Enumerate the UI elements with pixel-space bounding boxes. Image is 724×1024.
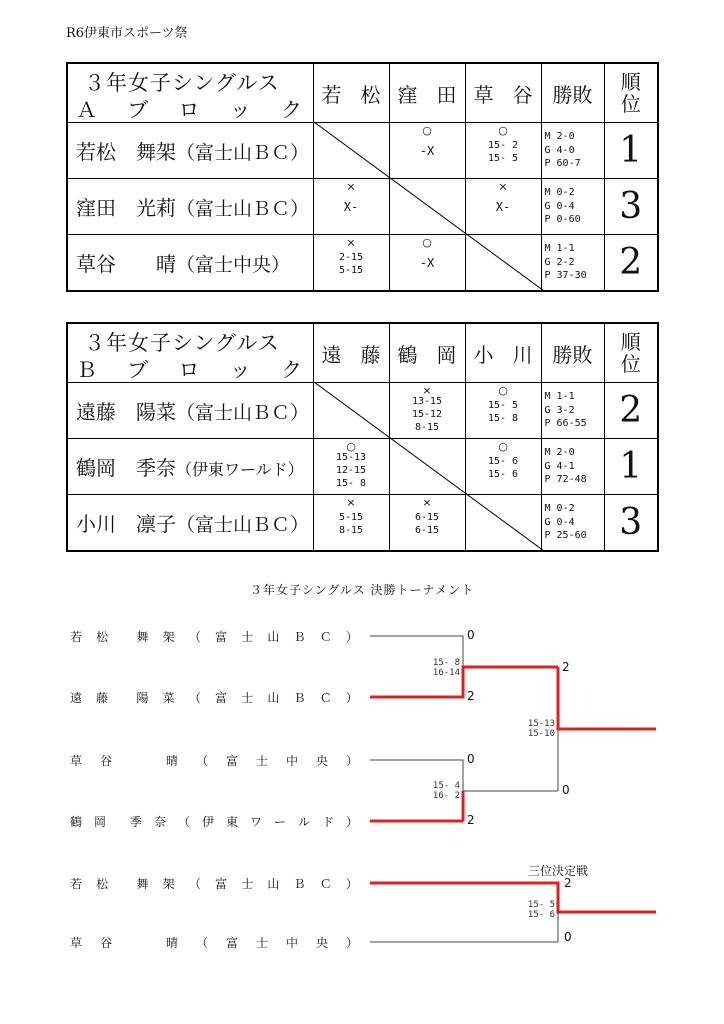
entry-char: Ｃ — [319, 630, 332, 644]
entry-char: 富 — [225, 936, 238, 950]
entry-char: ） — [345, 691, 358, 705]
game-score: 13-15 — [411, 396, 443, 407]
entry-char: ） — [345, 936, 358, 950]
entry-char: Ｂ — [293, 630, 306, 644]
game-score: 15- 2 — [487, 140, 519, 151]
m1-top-score: 0 — [467, 628, 475, 642]
block-title-char: ブ — [127, 358, 149, 382]
third-top-score: 2 — [564, 876, 572, 890]
win-loss-line: M 1-1 — [544, 243, 575, 255]
entry-char: ） — [345, 754, 358, 768]
entry-char: 季 — [129, 815, 142, 829]
win-loss-line: M 0-2 — [544, 503, 575, 515]
entry-char: ド — [321, 815, 334, 829]
game-score: 6-15 — [414, 512, 440, 523]
entry-char: 架 — [162, 630, 175, 644]
entry-char: 富 — [225, 754, 238, 768]
loss-mark: × — [346, 496, 356, 509]
block-title-char: ロ — [178, 98, 200, 122]
rank-header-char: 位 — [620, 92, 641, 116]
block-title-line1: ３年女子シングルス — [84, 331, 280, 355]
player-name: 遠藤 陽菜 — [76, 400, 176, 424]
player-name: 草谷 晴 — [76, 252, 176, 276]
tournament-title: ３年女子シングルス 決勝トーナメント — [249, 583, 475, 597]
entry-char: 舞 — [136, 630, 149, 644]
entry-char: 谷 — [100, 936, 113, 950]
loss-mark: × — [498, 180, 508, 193]
rank-value: 1 — [604, 439, 658, 495]
win-loss-line: P 0-60 — [544, 214, 581, 226]
game-score: 15- 5 — [487, 400, 519, 411]
entry-char: Ｂ — [293, 877, 306, 891]
third-game-scores — [519, 900, 555, 920]
opponent-char: 鶴 — [397, 342, 418, 367]
entry-char: Ｂ — [293, 691, 306, 705]
entry-char: 鶴 — [70, 815, 83, 829]
player-club: （富士山ＢＣ） — [176, 402, 310, 424]
game-score: 8-15 — [414, 422, 440, 433]
opponent-char: 岡 — [436, 342, 457, 367]
rank-header-char: 位 — [620, 352, 641, 376]
opponent-char: 谷 — [512, 82, 533, 107]
entry-char: 山 — [267, 877, 280, 891]
player-name: 若松 舞架 — [76, 140, 176, 164]
block-title-char: ク — [281, 358, 302, 382]
win-mark: ○ — [346, 440, 356, 453]
loss-mark: × — [422, 496, 432, 509]
entry-char: （ — [188, 877, 201, 891]
entry-char: 草 — [70, 936, 83, 950]
match-score-line: 15-13 — [527, 719, 555, 729]
entry-char: 草 — [70, 754, 83, 768]
entry-char: 士 — [241, 630, 254, 644]
player-name: 鶴岡 季奈 — [76, 456, 176, 480]
win-loss-line: M 1-1 — [544, 391, 575, 403]
entry-char: 晴 — [165, 936, 178, 950]
opponent-char: 窪 — [397, 82, 418, 107]
rank-value: 3 — [604, 495, 658, 552]
entry-char: 士 — [255, 754, 268, 768]
result-header-label: 勝敗 — [552, 342, 593, 367]
block-title-char: ブ — [127, 98, 149, 122]
entry-char: 富 — [215, 877, 228, 891]
match-score-line: 15- 6 — [527, 910, 555, 920]
player-name: 窪田 光莉 — [76, 196, 176, 220]
opponent-char: 藤 — [360, 342, 381, 367]
entry-char: 山 — [267, 630, 280, 644]
game-score: 6-15 — [414, 525, 440, 536]
game-score: 12-15 — [335, 465, 367, 476]
entry-char: 中 — [285, 936, 298, 950]
entry-char: Ｃ — [319, 877, 332, 891]
match-score-line: 16-14 — [432, 668, 460, 678]
final-game-scores — [519, 719, 555, 739]
win-loss-line: G 4-0 — [544, 144, 575, 156]
entry-char: （ — [195, 936, 208, 950]
block-title-char: ッ — [229, 98, 251, 122]
game-score: -X — [419, 256, 435, 270]
block-title-char: Ａ — [76, 98, 97, 122]
entry-char: 舞 — [136, 877, 149, 891]
win-mark: ○ — [422, 236, 432, 249]
rank-header-char: 順 — [620, 70, 641, 94]
winner-line — [558, 667, 656, 729]
rank-header-char: 順 — [620, 330, 641, 354]
entry-char: 士 — [241, 877, 254, 891]
win-mark: ○ — [498, 440, 508, 453]
win-loss-line: P 60-7 — [544, 158, 581, 170]
opponent-char: 若 — [321, 82, 342, 107]
entry-char: 松 — [96, 630, 109, 644]
entry-char: 央 — [315, 754, 328, 768]
entry-char: ー — [273, 815, 286, 829]
loss-mark: × — [422, 384, 432, 397]
game-score: 15- 8 — [487, 413, 519, 424]
opponent-char: 草 — [473, 82, 494, 107]
block-title-char: Ｂ — [76, 358, 97, 382]
diagonal-line — [314, 382, 544, 551]
opponent-char: 松 — [360, 82, 381, 107]
entry-char: 陽 — [136, 691, 149, 705]
match-score-line: 15- 5 — [527, 900, 555, 910]
entry-char: 若 — [70, 877, 83, 891]
player-club: （富士山ＢＣ） — [176, 198, 310, 220]
win-loss-line: P 72-48 — [544, 474, 587, 486]
third-bottom-score: 0 — [564, 930, 572, 944]
final-top-score: 2 — [562, 660, 570, 674]
entry-char: （ — [188, 630, 201, 644]
entry-char: 士 — [241, 691, 254, 705]
m1-game-scores — [424, 658, 460, 678]
entry-char: 中 — [285, 754, 298, 768]
winner-line — [370, 667, 558, 697]
block-title-char: ロ — [178, 358, 200, 382]
match-score-line: 15-10 — [527, 729, 555, 739]
m2-top-score: 0 — [467, 752, 475, 766]
m2-bottom-score: 2 — [467, 813, 475, 827]
game-score: 5-15 — [338, 265, 364, 276]
game-score: X- — [343, 200, 359, 214]
entry-char: ワ — [249, 815, 262, 829]
win-loss-line: G 0-4 — [544, 516, 575, 528]
game-score: 15- 5 — [487, 153, 519, 164]
entry-char: Ｃ — [319, 691, 332, 705]
win-loss-line: P 66-55 — [544, 418, 587, 430]
win-mark: ○ — [422, 124, 432, 137]
opponent-char: 田 — [436, 82, 457, 107]
game-score: 8-15 — [338, 525, 364, 536]
rank-value: 3 — [604, 179, 658, 235]
opponent-char: 小 — [473, 342, 494, 367]
rank-value: 2 — [604, 235, 658, 292]
win-loss-line: P 37-30 — [544, 270, 587, 282]
entry-char: 菜 — [162, 691, 175, 705]
entry-char: 央 — [315, 936, 328, 950]
diagonal-line — [314, 122, 544, 291]
opponent-char: 川 — [512, 342, 533, 367]
match-score-line: 16- 2 — [432, 791, 460, 801]
entry-char: ） — [345, 630, 358, 644]
winner-line — [370, 883, 656, 912]
win-loss-line: G 3-2 — [544, 404, 575, 416]
block-title-char: ッ — [229, 358, 251, 382]
opponent-char: 遠 — [321, 342, 342, 367]
event-title: R6伊東市スポーツ祭 — [66, 26, 188, 41]
player-name: 小川 凛子 — [76, 512, 176, 536]
entry-char: （ — [195, 754, 208, 768]
entry-char: 奈 — [153, 815, 166, 829]
win-loss-line: G 2-2 — [544, 256, 575, 268]
match-score-line: 15- 4 — [432, 781, 460, 791]
game-score: 2-15 — [338, 252, 364, 263]
win-loss-line: M 2-0 — [544, 131, 575, 143]
entry-char: ル — [297, 815, 310, 829]
block-title-char: ク — [281, 98, 302, 122]
player-club: （富士中央） — [176, 254, 291, 276]
game-score: 5-15 — [338, 512, 364, 523]
win-loss-line: P 25-60 — [544, 530, 587, 542]
game-score: 15- 8 — [335, 478, 367, 489]
entry-char: 岡 — [94, 815, 107, 829]
m2-game-scores — [424, 781, 460, 801]
win-loss-line: M 2-0 — [544, 447, 575, 459]
game-score: 15-12 — [411, 409, 443, 420]
player-club: （富士山ＢＣ） — [176, 514, 310, 536]
game-score: 15-13 — [335, 452, 367, 463]
player-club: （富士山ＢＣ） — [176, 142, 310, 164]
block-title-line1: ３年女子シングルス — [84, 71, 280, 95]
win-loss-line: M 0-2 — [544, 187, 575, 199]
final-bottom-score: 0 — [562, 783, 570, 797]
entry-char: 富 — [215, 691, 228, 705]
win-loss-line: G 0-4 — [544, 200, 575, 212]
entry-char: 松 — [96, 877, 109, 891]
entry-char: 伊 — [201, 815, 214, 829]
win-mark: ○ — [498, 124, 508, 137]
game-score: 15- 6 — [487, 456, 519, 467]
entry-char: 若 — [70, 630, 83, 644]
entry-char: 谷 — [100, 754, 113, 768]
game-score: 15- 6 — [487, 469, 519, 480]
entry-char: 藤 — [96, 691, 109, 705]
m1-bottom-score: 2 — [467, 689, 475, 703]
match-score-line: 15- 8 — [432, 658, 460, 668]
entry-char: 東 — [225, 815, 238, 829]
rank-value: 1 — [604, 123, 658, 179]
entry-char: （ — [188, 691, 201, 705]
entry-char: 富 — [215, 630, 228, 644]
entry-char: ） — [345, 815, 358, 829]
win-mark: ○ — [498, 384, 508, 397]
third-place-label: 三位決定戦 — [528, 864, 589, 878]
win-loss-line: G 4-1 — [544, 460, 575, 472]
loss-mark: × — [346, 236, 356, 249]
player-club: （伊東ワールド） — [176, 460, 304, 479]
loss-mark: × — [346, 180, 356, 193]
entry-char: （ — [177, 815, 190, 829]
entry-char: 架 — [162, 877, 175, 891]
rank-value: 2 — [604, 383, 658, 439]
game-score: -X — [419, 144, 435, 158]
entry-char: 遠 — [70, 691, 83, 705]
entry-char: ） — [345, 877, 358, 891]
result-header-label: 勝敗 — [552, 82, 593, 107]
entry-char: 山 — [267, 691, 280, 705]
entry-char: 士 — [255, 936, 268, 950]
game-score: X- — [495, 200, 511, 214]
entry-char: 晴 — [165, 754, 178, 768]
